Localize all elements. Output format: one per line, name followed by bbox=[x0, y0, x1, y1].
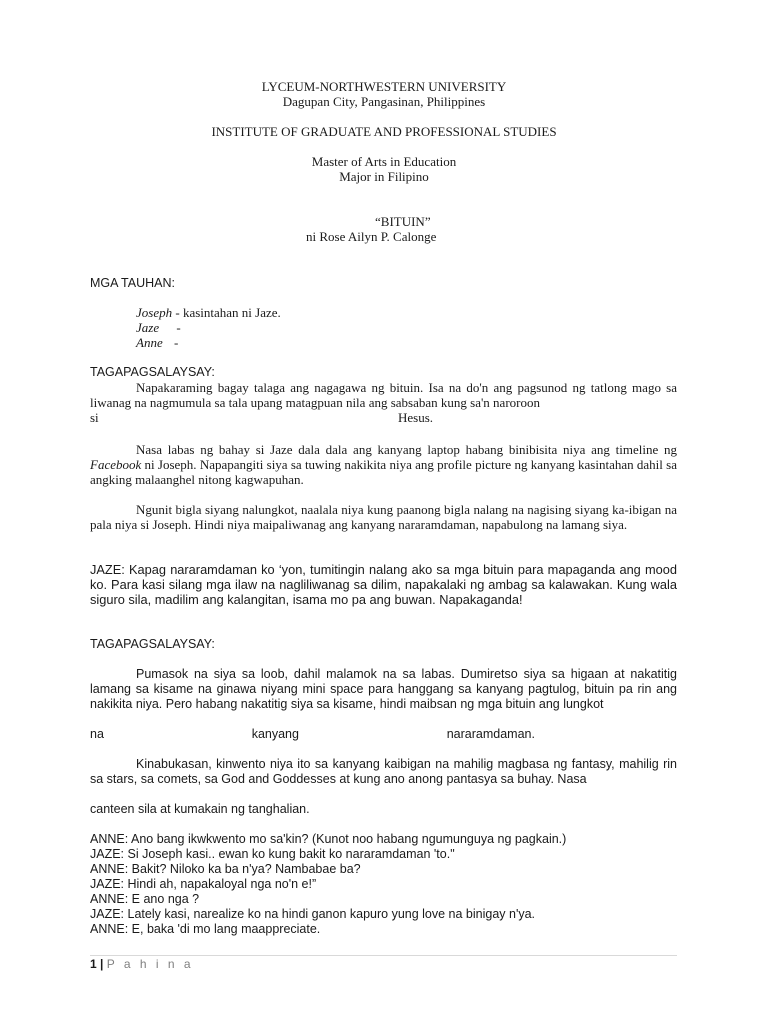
paragraph-2: Nasa labas ng bahay si Jaze dala dala ang kanyang laptop habang binibisita niya ang timeline ng Facebook ni Joseph. Napapangiti siya sa tuwing nakikita niya ang profile picture ng kanyang kasintahan dahil sa angking malaanghel nitong kagwapuhan. bbox=[90, 442, 677, 487]
jaze-monologue: JAZE: Kapag nararamdaman ko ‘yon, tumitingin nalang ako sa mga bituin para mapaganda ang mood ko. Para kasi silang mga ilaw na nagliliwanag sa dilim, napakalaki ng ambag sa kalawakan. Kung wala siguro sila, madilim ang kalangitan, isama mo pa ang buwan. Napakaganda! bbox=[90, 562, 677, 607]
narrator-label: TAGAPAGSALAYSAY: bbox=[90, 365, 215, 379]
dialogue-line: ANNE: E, baka 'di mo lang maappreciate. bbox=[90, 922, 321, 936]
paragraph-3: Ngunit bigla siyang nalungkot, naalala niya kung paanong bigla nalang na nagising siyang ka-ibigan na pala niya si Joseph. Hindi niya maipaliwanag ang kanyang nararamdaman, napabulong na lamang siya. bbox=[90, 502, 677, 532]
characters-heading: MGA TAUHAN: bbox=[90, 276, 175, 290]
facebook-text: Facebook bbox=[90, 457, 142, 472]
dialogue-line: JAZE: Lately kasi, narealize ko na hindi ganon kapuro yung love na binigay n'ya. bbox=[90, 907, 536, 921]
character-desc: - kasintahan ni Jaze. bbox=[172, 305, 281, 320]
character-joseph bbox=[136, 305, 281, 320]
paragraph-4-end: na kanyang nararamdaman. bbox=[90, 727, 535, 741]
dialogue-line: JAZE: Hindi ah, napakaloyal nga no'n e!” bbox=[90, 877, 317, 891]
footer-separator: | bbox=[100, 957, 104, 971]
character-desc: - bbox=[170, 335, 179, 350]
dialogue-line: ANNE: E ano nga ? bbox=[90, 892, 200, 906]
paragraph-1-end-left: si bbox=[90, 410, 99, 425]
character-name: Jaze bbox=[136, 320, 160, 335]
paragraph-1: Napakaraming bagay talaga ang nagagawa ng bituin. Isa na do'n ang pagsunod ng tatlong mago sa liwanag na nagmumula sa tala upang matagpuan nila ang sabsaban kung sa'n naroroon bbox=[90, 380, 677, 410]
page-footer bbox=[90, 957, 194, 971]
paragraph-4: Pumasok na siya sa loob, dahil malamok na sa labas. Dumiretso siya sa higaan at nakatitig lamang sa kisame na ginawa niyang mini space para hanggang sa kanyang pagtulog, bituin pa rin ang nakikita niya. Pero habang nakatitig siya sa kisame, hindi maibsan ng mga bituin ang lungkot bbox=[90, 667, 677, 711]
character-name: Anne bbox=[136, 335, 163, 350]
footer-label: P a h i n a bbox=[106, 957, 194, 971]
character-jaze bbox=[136, 320, 181, 335]
character-desc: - bbox=[173, 320, 181, 335]
paragraph-5: Kinabukasan, kinwento niya ito sa kanyang kaibigan na mahilig magbasa ng fantasy, mahilig rin sa stars, sa comets, sa God and Goddesses at kung ano anong pantasya sa buhay. Nasa bbox=[90, 757, 677, 786]
degree: Master of Arts in Education bbox=[311, 154, 457, 169]
character-name: Joseph bbox=[136, 305, 173, 320]
story-title: “BITUIN” bbox=[375, 214, 431, 229]
dialogue-line: ANNE: Bakit? Niloko ka ba n'ya? Nambabae ba? bbox=[90, 862, 361, 876]
paragraph-5-end: canteen sila at kumakain ng tanghalian. bbox=[90, 802, 310, 816]
institute-name: INSTITUTE OF GRADUATE AND PROFESSIONAL STUDIES bbox=[211, 124, 557, 139]
university-location: Dagupan City, Pangasinan, Philippines bbox=[282, 94, 486, 109]
narrator-label: TAGAPAGSALAYSAY: bbox=[90, 637, 215, 651]
major: Major in Filipino bbox=[339, 169, 429, 184]
dialogue-line: ANNE: Ano bang ikwkwento mo sa'kin? (Kunot noo habang ngumunguya ng pagkain.) bbox=[90, 832, 567, 846]
footer-divider bbox=[90, 955, 677, 956]
story-author: ni Rose Ailyn P. Calonge bbox=[306, 229, 437, 244]
page-number: 1 bbox=[90, 957, 97, 971]
dialogue-line: JAZE: Si Joseph kasi.. ewan ko kung bakit ko nararamdaman 'to." bbox=[90, 847, 455, 861]
paragraph-1-end-right: Hesus. bbox=[398, 410, 434, 425]
university-name: LYCEUM-NORTHWESTERN UNIVERSITY bbox=[261, 79, 507, 94]
character-anne bbox=[136, 335, 178, 350]
